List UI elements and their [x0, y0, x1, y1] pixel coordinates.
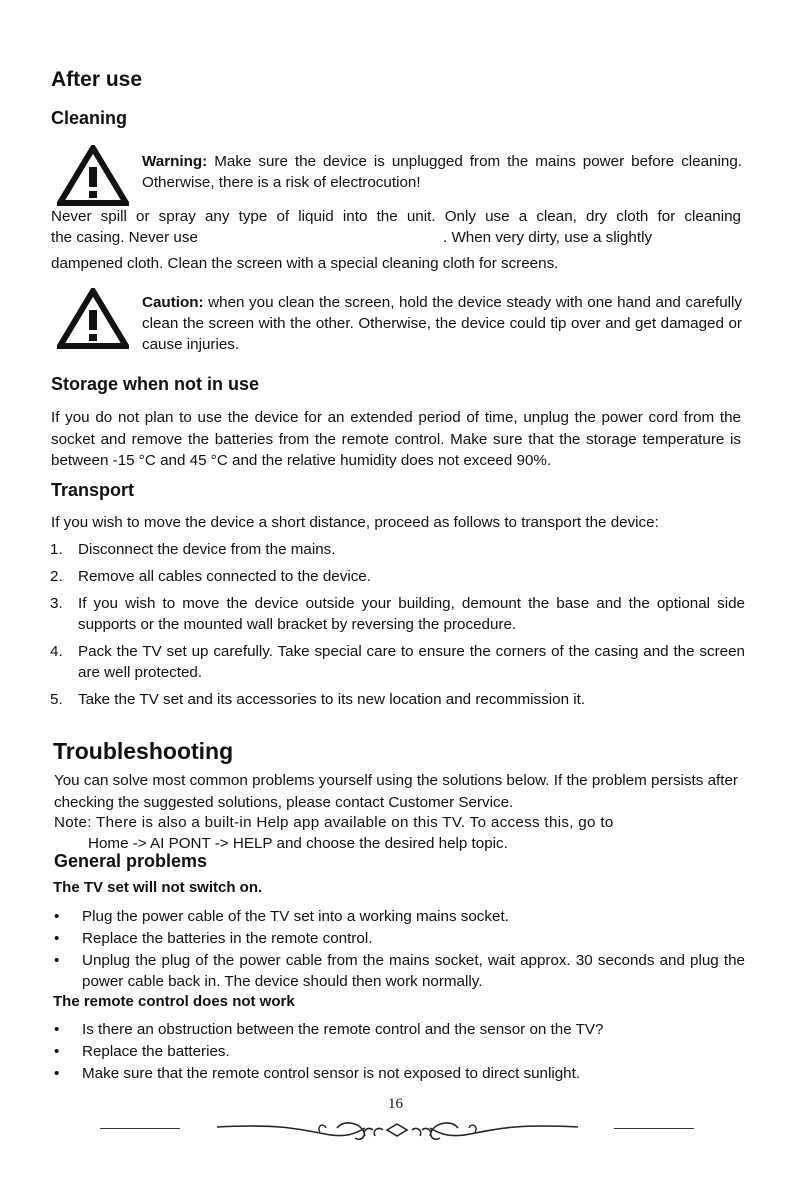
section-title-general-problems: General problems	[54, 851, 208, 871]
footer-rule-right	[614, 1128, 694, 1129]
list-item: • Replace the batteries.	[54, 1043, 230, 1060]
warning-block	[55, 145, 745, 205]
troubleshooting-intro: You can solve most common problems yourself using the solutions below. If the problem persists after checking the suggested solutions, please contact Customer Service.	[54, 772, 738, 811]
list-item: 1. Disconnect the device from the mains.	[50, 541, 336, 558]
list-item: 2. Remove all cables connected to the device.	[50, 568, 371, 585]
list-item: 3. If you wish to move the device outside your building, demount the base and the optional side supports or the mounted wall bracket by reversing the procedure.	[50, 595, 745, 633]
page-number: 16	[388, 1096, 403, 1112]
troubleshooting-note: Note: There is also a built-in Help app available on this TV. To access this, go to	[54, 814, 614, 831]
list-item: • Make sure that the remote control sensor is not exposed to direct sunlight.	[54, 1065, 581, 1082]
section-title-troubleshooting: Troubleshooting	[53, 738, 234, 764]
caution-text	[142, 292, 742, 355]
caution-triangle-icon	[57, 288, 129, 350]
footer-ornament-icon	[215, 1114, 580, 1144]
cleaning-line-2a: the casing. Never use	[51, 229, 198, 246]
list-item: • Unplug the plug of the power cable from the mains socket, wait approx. 30 seconds and plug the power cable back in. The device should then work normally.	[54, 952, 745, 990]
list-item: • Is there an obstruction between the remote control and the sensor on the TV?	[54, 1021, 604, 1038]
list-item: • Replace the batteries in the remote control.	[54, 930, 373, 947]
list-item: • Plug the power cable of the TV set into a working mains socket.	[54, 908, 509, 925]
troubleshooting-note-path: Home -> AI PONT -> HELP and choose the desired help topic.	[88, 835, 508, 852]
warning-body: Make sure the device is unplugged from the mains power before cleaning. Otherwise, there is a risk of electrocution!	[142, 153, 742, 191]
section-title-storage: Storage when not in use	[51, 374, 260, 394]
cleaning-line-3: dampened cloth. Clean the screen with a special cleaning cloth for screens.	[51, 255, 559, 272]
list-item: 4. Pack the TV set up carefully. Take special care to ensure the corners of the casing and the screen are well protected.	[50, 643, 745, 681]
warning-label: Warning:	[142, 153, 208, 170]
cleaning-line-2b: . When very dirty, use a slightly	[443, 229, 653, 246]
caution-label: Caution:	[142, 294, 204, 311]
footer-rule-left	[100, 1128, 180, 1129]
storage-text: If you do not plan to use the device for an extended period of time, unplug the power cord from the socket and remove the batteries from the remote control. Make sure that the storage temperature is between -15 °C and 45 °C and the relative humidity does not exceed 90%.	[51, 409, 741, 469]
problem-solutions-remote	[50, 1019, 745, 1090]
list-item: 5. Take the TV set and its accessories to its new location and recommission it.	[50, 691, 586, 708]
transport-steps	[50, 539, 745, 716]
transport-intro: If you wish to move the device a short distance, proceed as follows to transport the device:	[51, 514, 659, 531]
section-title-transport: Transport	[51, 480, 135, 500]
problem-solutions-no-power	[50, 906, 745, 998]
problem-title-no-power: The TV set will not switch on.	[53, 879, 263, 896]
problem-title-remote: The remote control does not work	[53, 993, 295, 1010]
page-title: After use	[51, 68, 143, 91]
warning-text	[142, 151, 742, 193]
section-title-cleaning: Cleaning	[51, 108, 128, 128]
warning-triangle-icon	[57, 145, 129, 207]
caution-body: when you clean the screen, hold the device steady with one hand and carefully clean the screen with the other. Otherwise, the device could tip over and get damaged or cause injuries.	[142, 294, 742, 353]
cleaning-line-1: Never spill or spray any type of liquid into the unit. Only use a clean, dry cloth for cleaning	[51, 208, 741, 225]
caution-block	[55, 288, 745, 354]
